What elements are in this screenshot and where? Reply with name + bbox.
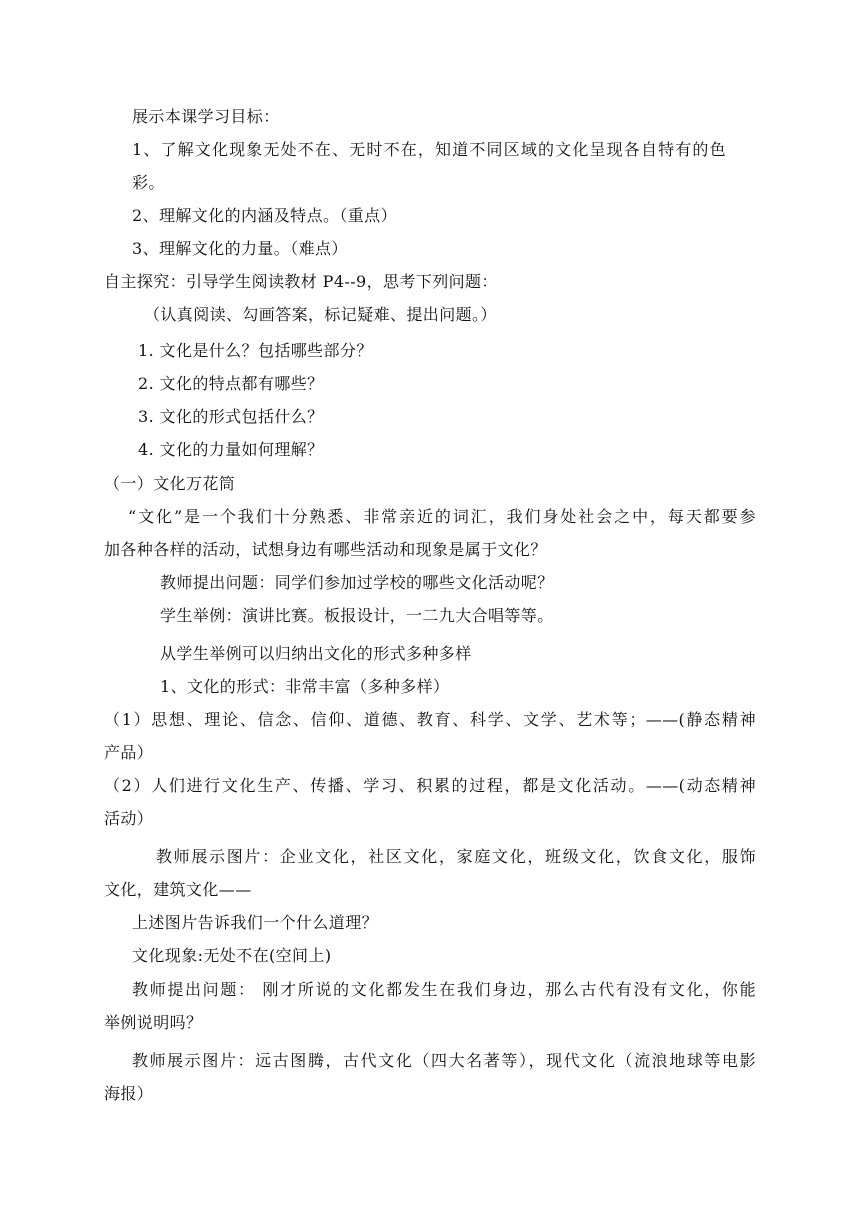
question-1: 1. 文化是什么？包括哪些部分？ [138,341,373,360]
summary-forms-diverse: 从学生举例可以归纳出文化的形式多种多样 [160,644,472,663]
paragraph-culture-intro-line-1: “文化”是一个我们十分熟悉、非常亲近的词汇，我们身处社会之中，每天都要参 [128,507,756,526]
objective-1-line-2: 彩。 [132,173,165,192]
pictures-question: 上述图片告诉我们一个什么道理？ [132,913,379,932]
form-1-line-1: （1）思想、理论、信念、信仰、道德、教育、科学、文学、艺术等；——(静态精神 [104,710,756,729]
question-2: 2. 文化的特点都有哪些？ [138,374,324,393]
teacher-question-ancient-line-2: 举例说明吗？ [104,1013,203,1032]
objective-3: 3、理解文化的力量。（难点） [132,239,348,258]
student-examples: 学生举例：演讲比赛。板报设计，一二九大合唱等等。 [160,606,554,625]
objective-1-line-1: 1、了解文化现象无处不在、无时不在，知道不同区域的文化呈现各自特有的色 [132,140,726,159]
culture-phenomenon-everywhere: 文化现象:无处不在(空间上) [132,946,332,965]
paragraph-culture-intro-line-2: 加各种各样的活动，试想身边有哪些活动和现象是属于文化？ [104,540,547,559]
teacher-shows-pictures-eras-line-1: 教师展示图片：远古图腾，古代文化（四大名著等），现代文化（流浪地球等电影 [132,1051,756,1070]
form-2-line-1: （2）人们进行文化生产、传播、学习、积累的过程，都是文化活动。——(动态精神 [104,776,756,795]
objectives-heading: 展示本课学习目标： [132,107,280,126]
section-heading-culture-kaleidoscope: （一）文化万花筒 [104,474,236,493]
question-4: 4. 文化的力量如何理解？ [138,440,324,459]
teacher-shows-pictures-eras-line-2: 海报） [104,1084,154,1103]
reading-instructions: （认真阅读、勾画答案，标记疑难、提出问题。） [144,305,497,324]
objective-2: 2、理解文化的内涵及特点。（重点） [132,206,397,225]
form-2-line-2: 活动） [104,809,154,828]
teacher-shows-pictures-line-2: 文化，建筑文化—— [104,880,252,899]
question-3: 3. 文化的形式包括什么？ [138,407,324,426]
teacher-question-ancient-line-1: 教师提出问题： 刚才所说的文化都发生在我们身边，那么古代有没有文化，你能 [132,980,756,999]
teacher-shows-pictures-line-1: 教师展示图片：企业文化，社区文化，家庭文化，班级文化，饮食文化，服饰 [156,847,756,866]
teacher-question-activities: 教师提出问题：同学们参加过学校的哪些文化活动呢？ [160,573,554,592]
point-1-culture-forms: 1、文化的形式：非常丰富（多种多样） [160,677,450,696]
self-study-intro: 自主探究：引导学生阅读教材 P4--9，思考下列问题： [104,272,498,291]
form-1-line-2: 产品） [104,743,154,762]
